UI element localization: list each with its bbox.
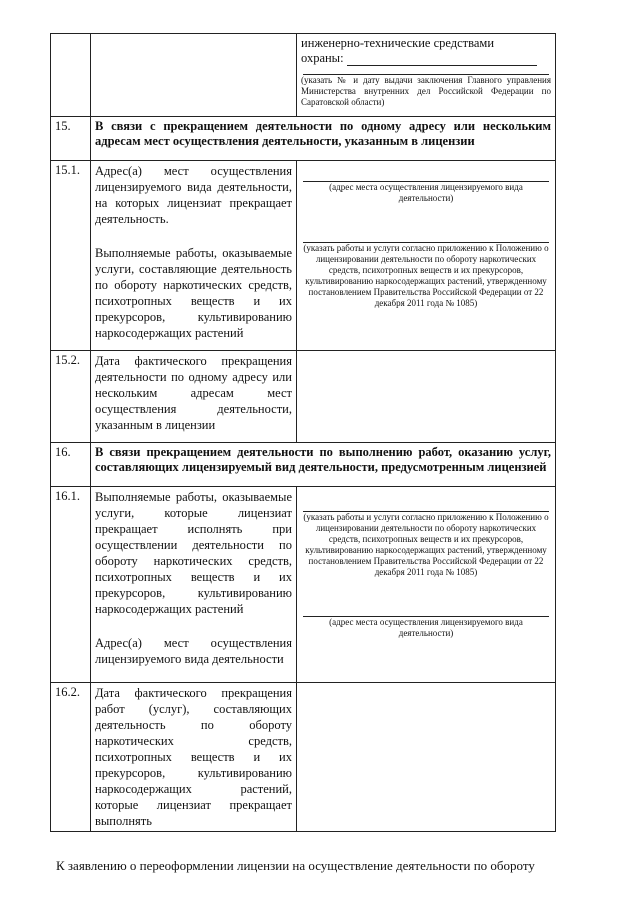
label-cell: [91, 161, 297, 351]
row-number: 15.2.: [51, 351, 91, 443]
label-works: Выполняемые работы, оказываемые услуги, которые лицензиат прекращает исполнять при осуществлении деятельности по обороту наркотических средств, психотропных веществ и их прекурсоров, культивированию наркосодержащих растений: [95, 490, 292, 616]
value-cell: [297, 161, 556, 351]
row-number: 16.1.: [51, 487, 91, 683]
label-works: Выполняемые работы, оказываемые услуги, составляющие деятельность по обороту наркотических средств, психотропных веществ и их прекурсоров, культивированию наркосодержащих растений: [95, 246, 292, 340]
table-row-15-1: [51, 161, 556, 351]
section-row-16: [51, 443, 556, 487]
value-field-line[interactable]: [347, 53, 537, 66]
application-form-table: [50, 33, 556, 832]
date-value-cell[interactable]: [297, 683, 556, 832]
label-date: Дата фактического прекращения работ (услуг), составляющих деятельность по обороту наркотических средств, психотропных веществ и их прекурсоров, культивированию наркосодержащих растений, которые лицензиат прекращает выполнять: [91, 683, 297, 832]
works-hint: (указать работы и услуги согласно приложению к Положению о лицензировании деятельности по обороту наркотических средств, психотропных веществ и их прекурсоров, культивированию наркосодержащих растений, утвержденному постановлением Правительства Российской Федерации от 22 декабря 2011 года № 1085): [303, 512, 549, 577]
value-label-row: [301, 51, 551, 66]
label-cell: [91, 487, 297, 683]
value-cell: [297, 487, 556, 683]
row-number: 16.2.: [51, 683, 91, 832]
value-line-text: инженерно-технические средствами: [301, 36, 495, 50]
label-address: Адрес(а) мест осуществления лицензируемого вида деятельности, на которых лицензиат прекращает деятельность.: [95, 164, 292, 226]
hint-text: (указать № и дату выдачи заключения Главного управления Министерства внутренних дел Российской Федерации по Саратовской области): [301, 75, 551, 107]
label-cell-empty: [91, 34, 297, 117]
footer-paragraph: К заявлению о переоформлении лицензии на осуществление деятельности по обороту: [56, 858, 535, 873]
table-row-16-1: [51, 487, 556, 683]
section-number: 16.: [51, 443, 91, 487]
table-row-15-2: [51, 351, 556, 443]
section-title: В связи прекращением деятельности по выполнению работ, оказанию услуг, составляющих лицензируемый вид деятельности, предусмотренным лицензией: [91, 443, 556, 487]
date-value-cell[interactable]: [297, 351, 556, 443]
row-number: 15.1.: [51, 161, 91, 351]
section-title: В связи с прекращением деятельности по одному адресу или нескольким адресам мест осуществления деятельности, указанным в лицензии: [91, 117, 556, 161]
label-address: Адрес(а) мест осуществления лицензируемого вида деятельности: [95, 636, 292, 666]
address-hint: (адрес места осуществления лицензируемого вида деятельности): [329, 617, 523, 638]
table-row-16-2: [51, 683, 556, 832]
num-cell-empty: [51, 34, 91, 117]
label-date: Дата фактического прекращения деятельности по одному адресу или нескольким адресам мест осуществления деятельности, указанным в лицензии: [91, 351, 297, 443]
value-label: охраны:: [301, 51, 344, 65]
section-row-15: [51, 117, 556, 161]
section-number: 15.: [51, 117, 91, 161]
table-row-continuation: [51, 34, 556, 117]
works-hint: (указать работы и услуги согласно приложению к Положению о лицензировании деятельности по обороту наркотических средств, психотропных веществ и их прекурсоров, культивированию наркосодержащих растений, утвержденному постановлением Правительства Российской Федерации от 22 декабря 2011 года № 1085): [303, 243, 549, 308]
address-hint: (адрес места осуществления лицензируемого вида деятельности): [329, 182, 523, 203]
value-cell: [297, 34, 556, 117]
